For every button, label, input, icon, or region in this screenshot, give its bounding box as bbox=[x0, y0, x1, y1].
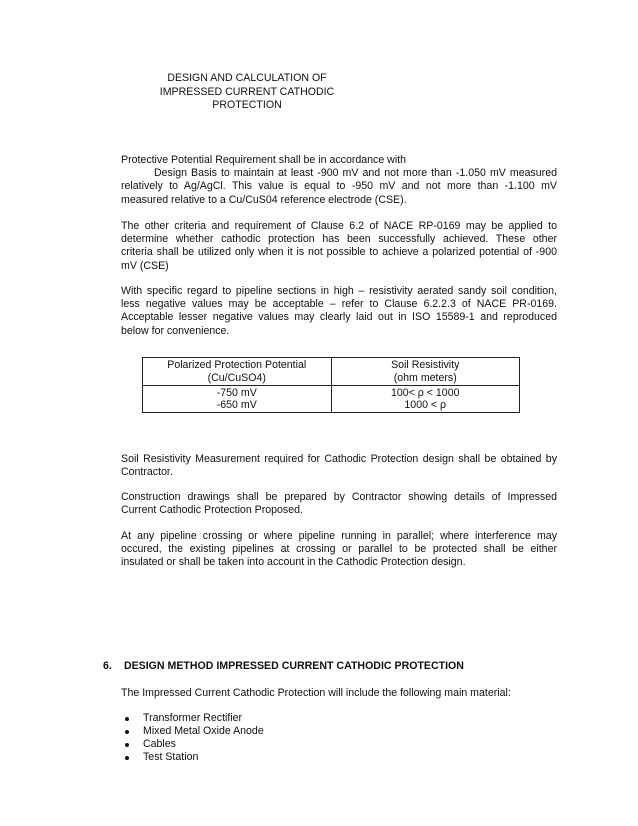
resistivity-value: 1000 < ρ bbox=[404, 399, 447, 412]
para1-line-2: Design Basis to maintain at least -900 mV and not more than -1.050 mV measured bbox=[154, 167, 557, 180]
para2-line-3: criteria shall be utilized only when it is not possible to achieve a polarized potential of -900 bbox=[121, 246, 557, 259]
section-number: 6. bbox=[103, 660, 112, 672]
para1-line-3: relatively to Ag/AgCl. This value is equal to -950 mV and not more than -1.100 mV bbox=[121, 180, 557, 193]
construction-drawings-paragraph bbox=[121, 491, 557, 517]
section-heading bbox=[103, 660, 464, 673]
para2-line-4: mV (CSE) bbox=[121, 259, 169, 272]
title-line-1: DESIGN AND CALCULATION OF bbox=[167, 72, 327, 84]
protection-potential-table bbox=[142, 357, 520, 413]
para4-line-2: Contractor. bbox=[121, 466, 173, 479]
para3-line-3: Acceptable lesser negative values may clearly laid out in ISO 15589-1 and reproduced bbox=[121, 311, 557, 324]
para5-line-1: Construction drawings shall be prepared by Contractor showing details of Impressed bbox=[121, 491, 557, 503]
para4-line-1: Soil Resistivity Measurement required for Cathodic Protection design shall be obtained by bbox=[121, 453, 557, 465]
para2-line-1: The other criteria and requirement of Clause 6.2 of NACE RP-0169 may be applied to bbox=[121, 220, 557, 232]
header-potential-line-2: (Cu/CuSO4) bbox=[207, 371, 266, 384]
para3-line-1: With specific regard to pipeline sections in high – resistivity aerated sandy soil condition, bbox=[121, 285, 557, 297]
para3-line-4: below for convenience. bbox=[121, 324, 230, 337]
list-item bbox=[121, 751, 264, 764]
para6-line-3: insulated or shall be taken into account in the Cathodic Protection design. bbox=[121, 556, 466, 569]
title-line-3: PROTECTION bbox=[212, 99, 282, 111]
list-item-label: Test Station bbox=[143, 750, 199, 763]
materials-intro bbox=[121, 687, 557, 700]
soil-resistivity-paragraph bbox=[121, 453, 557, 479]
list-item bbox=[121, 725, 264, 738]
list-item-label: Cables bbox=[143, 737, 176, 750]
header-resistivity-line-2: (ohm meters) bbox=[393, 371, 457, 384]
materials-intro-text: The Impressed Current Cathodic Protection will include the following main material: bbox=[121, 687, 511, 699]
table-row bbox=[143, 385, 520, 413]
potential-value: -650 mV bbox=[216, 399, 257, 412]
para6-line-1: At any pipeline crossing or where pipeline running in parallel; where interference may bbox=[121, 530, 557, 542]
para2-line-2: determine whether cathodic protection has been successfully achieved. These other bbox=[121, 233, 557, 246]
para1-line-4: measured relative to a Cu/CuS04 reference electrode (CSE). bbox=[121, 193, 407, 206]
bullet-icon bbox=[125, 756, 129, 760]
bullet-icon bbox=[125, 743, 129, 747]
list-item-label: Transformer Rectifier bbox=[143, 711, 243, 724]
materials-list bbox=[121, 712, 264, 764]
list-item-label: Mixed Metal Oxide Anode bbox=[143, 724, 264, 737]
bullet-icon bbox=[125, 730, 129, 734]
header-resistivity bbox=[331, 358, 520, 386]
resistivity-values-cell bbox=[331, 385, 520, 413]
header-potential bbox=[143, 358, 332, 386]
header-potential-line-1: Polarized Protection Potential bbox=[167, 359, 307, 371]
potential-value: -750 mV bbox=[216, 386, 257, 399]
section-title: DESIGN METHOD IMPRESSED CURRENT CATHODIC PROTECTION bbox=[123, 660, 464, 672]
sandy-soil-paragraph bbox=[121, 285, 557, 338]
bullet-icon bbox=[125, 717, 129, 721]
table-header-row bbox=[143, 358, 520, 386]
pipeline-crossing-paragraph bbox=[121, 530, 557, 570]
para5-line-2: Current Cathodic Protection Proposed. bbox=[121, 504, 303, 517]
list-item bbox=[121, 712, 264, 725]
para1-line-1: Protective Potential Requirement shall be in accordance with bbox=[121, 154, 407, 166]
para6-line-2: occured, the existing pipelines at crossing or parallel to be protected shall be either bbox=[121, 543, 557, 556]
title-line-2: IMPRESSED CURRENT CATHODIC bbox=[159, 85, 335, 98]
document-title bbox=[150, 72, 344, 113]
potential-values-cell bbox=[143, 385, 332, 413]
para3-line-2: less negative values may be acceptable – refer to Clause 6.2.2.3 of NACE PR-0169. bbox=[121, 298, 557, 311]
resistivity-value: 100< ρ < 1000 bbox=[391, 386, 460, 399]
other-criteria-paragraph bbox=[121, 220, 557, 273]
protective-potential-paragraph bbox=[121, 154, 557, 207]
header-resistivity-line-1: Soil Resistivity bbox=[391, 359, 460, 371]
list-item bbox=[121, 738, 264, 751]
